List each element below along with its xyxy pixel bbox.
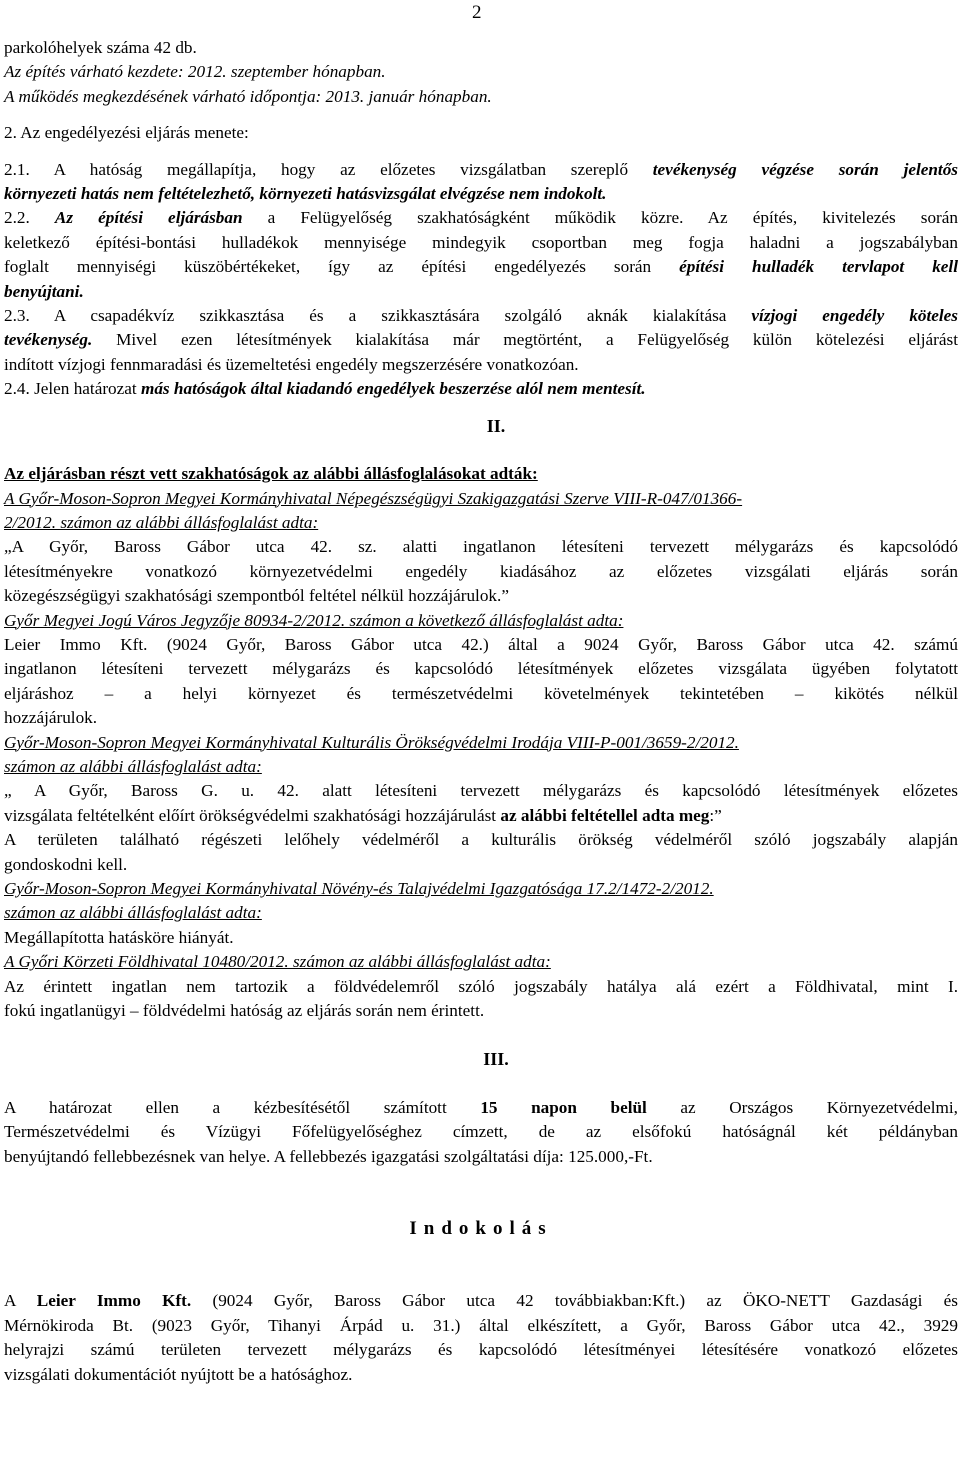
emphasis: tevékenység végzése során jelentős [652,159,958,179]
authority-5-line-3: fokú ingatlanügyi – földvédelmi hatóság az eljárás során nem érintett. [4,1001,485,1021]
appeal-line-3: benyújtandó fellebbezésnek van helye. A fellebbezés igazgatási szolgáltatási díja: 125.000,-Ft. [4,1146,653,1166]
para-2-3-line-2 [4,328,958,352]
text: foglalt mennyiségi küszöbértékeket, így az építési engedélyezés során [4,257,680,277]
authority-5-line-1: A Győri Körzeti Földhivatal 10480/2012. számon az alábbi állásfoglalást adta: [4,952,551,972]
authority-1-line-1: A Győr-Moson-Sopron Megyei Kormányhivatal Népegészségügyi Szakigazgatási Szerve VIII-R-047/01366- [4,488,743,508]
text: 2.3. A csapadékvíz szikkasztása és a szikkasztására szolgáló aknák kialakítása [4,306,752,326]
text: vizsgálata feltételként előírt örökségvédelmi szakhatósági hozzájárulást [4,805,501,825]
para-2-4-line-1 [4,377,958,401]
authority-2-line-1: Győr Megyei Jogú Város Jegyzője 80934-2/2012. számon a következő állásfoglalást adta: [4,610,624,630]
authority-4-line-3: Megállapította hatásköre hiányát. [4,927,234,947]
authority-3-line-5: A területen található régészeti lelőhely védelméről a kulturális örökség védelméről szóló jogszabály alapján [4,830,958,850]
para-2-1-line-2: környezeti hatás nem feltételezhető, környezeti hatásvizsgálat elvégzése nem indokolt. [4,184,607,204]
emphasis: Az építési eljárásban [54,208,243,228]
section-ii-title: II. [486,415,506,436]
authority-2-line-2: Leier Immo Kft. (9024 Győr, Baross Gábor utca 42.) által a 9024 Győr, Baross Gábor utca 42. számú [4,634,958,654]
justification-line-2: Mérnökiroda Bt. (9023 Győr, Tihanyi Árpád u. 31.) által elkészített, a Győr, Baross Gábor utca 42., 3929 [4,1315,958,1335]
spacer [4,146,958,158]
para-2-2-line-2: keletkező építési-bontási hulladékok mennyisége mindegyik csoportban meg fogja haladni a jogszabályban [4,232,958,252]
justification-line-1 [4,1289,958,1313]
authority-3-line-1: Győr-Moson-Sopron Megyei Kormányhivatal Kulturális Örökségvédelmi Irodája VIII-P-001/3659-2/2012. [4,732,739,752]
spacer [4,1241,958,1265]
emphasis: tevékenység. [4,330,93,350]
emphasis: az alábbi feltétellel adta meg [500,805,710,825]
spacer [4,402,958,414]
operation-start-line: A működés megkezdésének várható időpontja: 2013. január hónapban. [4,86,492,106]
authority-1-line-3: „A Győr, Baross Gábor utca 42. sz. alatti ingatlanon létesíteni tervezett mélygarázs és kapcsolódó [4,537,958,557]
emphasis: Leier Immo Kft. [36,1291,192,1311]
para-2-2-line-4: benyújtani. [4,281,84,301]
text: a Felügyelőség szakhatóságként működik közre. Az építés, kivitelezés során [242,208,959,228]
justification-line-3: helyrajzi számú területen tervezett mélygarázs és kapcsolódó létesítményei létesítésére vonatkozó előzetes [4,1340,958,1360]
page-number: 2 [472,2,482,23]
section-2-heading: 2. Az engedélyezési eljárás menete: [4,123,249,143]
spacer [4,109,958,121]
authority-3-line-6: gondoskodni kell. [4,854,128,874]
authority-2-line-3: ingatlanon létesíteni tervezett mélygarázs és kapcsolódó létesítmények előzetes vizsgálata ügyében folytatott [4,659,958,679]
emphasis: építési hulladék tervlapot kell [679,257,958,277]
section-ii-heading: Az eljárásban részt vett szakhatóságok az alábbi állásfoglalásokat adták: [4,464,538,484]
authority-4-line-2: számon az alábbi állásfoglalást adta: [4,903,262,923]
text: A [4,1291,37,1311]
authority-3-line-4 [4,804,958,828]
authority-2-line-5: hozzájárulok. [4,708,98,728]
parking-spaces-line: parkolóhelyek száma 42 db. [4,38,197,57]
text: 2.4. Jelen határozat [4,379,141,399]
para-2-2-line-1 [4,206,958,230]
authority-3-line-3: „ A Győr, Baross G. u. 42. alatt létesíteni tervezett mélygarázs és kapcsolódó létesítmények előzetes [4,781,958,801]
justification-title: Indokolás [409,1218,553,1240]
para-2-3-line-1 [4,304,958,328]
spacer [4,438,958,462]
text: :” [709,805,722,825]
authority-1-line-4: létesítményekre vonatkozó környezetvédelmi engedély kiadásához az előzetes vizsgálati eljárás során [4,561,958,581]
spacer [4,1072,958,1096]
section-iii-title: III. [483,1049,509,1070]
text: 2.2. [4,208,55,228]
spacer [4,1193,958,1217]
authority-3-line-2: számon az alábbi állásfoglalást adta: [4,756,262,776]
para-2-2-line-3 [4,255,958,279]
spacer [4,1265,958,1289]
spacer [4,1169,958,1193]
text: Mivel ezen létesítmények kialakítása már megtörtént, a Felügyelőség külön kötelezési eljárást [92,330,958,350]
appeal-line-2: Természetvédelmi és Vízügyi Főfelügyelőséghez címzett, de az elsőfokú hatóságnál két példányban [4,1122,958,1142]
spacer [4,1023,958,1047]
document-body [4,36,958,1387]
authority-5-line-2: Az érintett ingatlan nem tartozik a földvédelemről szóló jogszabály hatálya alá ezért a Földhivatal, mint I. [4,976,958,996]
text: 2.1. A hatóság megállapítja, hogy az előzetes vizsgálatban szereplő [4,159,653,179]
justification-line-4: vizsgálati dokumentációt nyújtott be a hatósághoz. [4,1364,353,1384]
para-2-1-line-1 [4,158,958,182]
authority-1-line-5: közegészségügyi szakhatósági szempontból feltétel nélkül hozzájárulok.” [4,586,509,606]
emphasis: más hatóságok által kiadandó engedélyek beszerzése alól nem mentesít. [140,379,646,399]
para-2-3-line-3: indított vízjogi fennmaradási és üzemeltetési engedély megszerzésére vonatkozóan. [4,354,579,374]
emphasis: 15 napon belül [480,1097,647,1117]
authority-4-line-1: Győr-Moson-Sopron Megyei Kormányhivatal Növény-és Talajvédelmi Igazgatósága 17.2/1472-2/2012. [4,879,714,898]
text: A határozat ellen a kézbesítésétől számított [4,1097,481,1117]
authority-1-line-2: 2/2012. számon az alábbi állásfoglalást adta: [4,512,319,532]
text: az Országos Környezetvédelmi, [646,1097,958,1117]
authority-2-line-4: eljáráshoz – a helyi környezet és természetvédelmi követelmények tekintetében – kikötés nélkül [4,683,958,703]
text: (9024 Győr, Baross Gábor utca 42 továbbiakban:Kft.) az ÖKO-NETT Gazdasági és [191,1291,959,1311]
construction-start-line: Az építés várható kezdete: 2012. szeptember hónapban. [4,62,386,82]
appeal-line-1 [4,1096,958,1120]
emphasis: vízjogi engedély köteles [751,306,958,326]
